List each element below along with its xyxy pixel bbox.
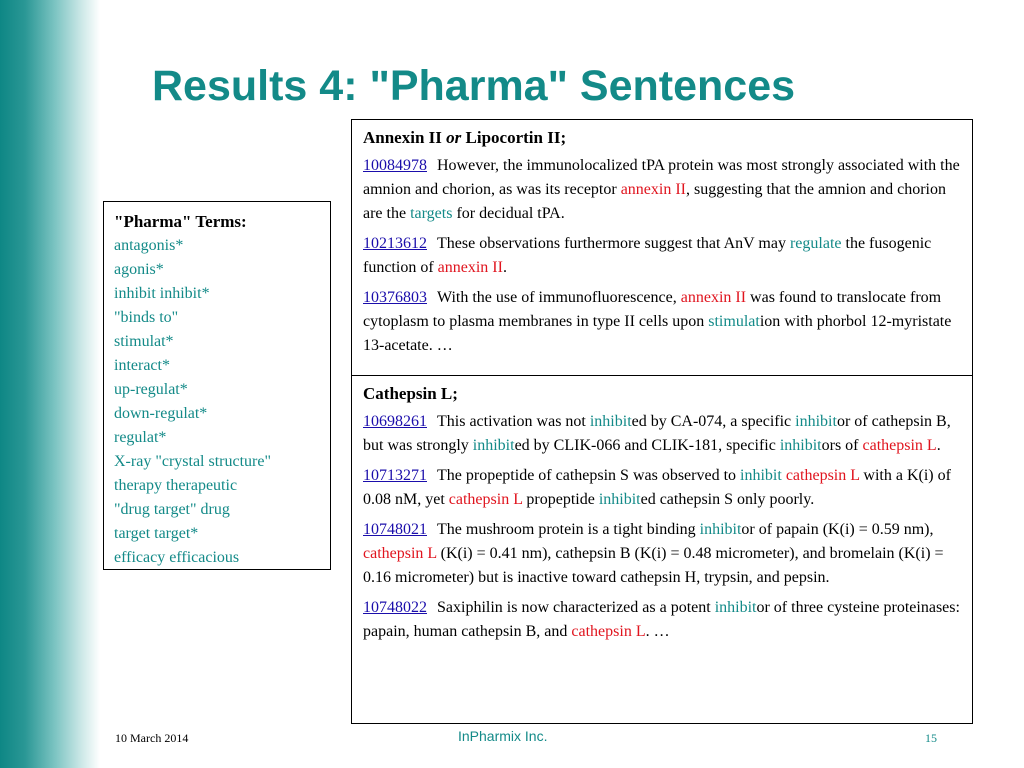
footer-company: InPharmix Inc.: [458, 728, 548, 744]
keyword-highlight: stimulat: [708, 313, 760, 330]
sentence-text: or of three cysteine proteinases: papain, human cathepsin B, and: [363, 599, 960, 640]
entity-highlight: cathepsin L: [363, 545, 437, 562]
keyword-highlight: inhibit: [714, 599, 757, 616]
term-item: interact*: [114, 357, 170, 374]
term-item: down-regulat*: [114, 405, 208, 422]
pmid-link[interactable]: 10213612: [363, 235, 427, 252]
sentence-text: ed cathepsin S only poorly.: [640, 491, 815, 508]
keyword-highlight: inhibit: [598, 491, 641, 508]
sentence-text: or of papain (K(i) = 0.59 nm),: [741, 521, 934, 538]
sentence-text: Saxiphilin is now characterized as a potent: [437, 599, 715, 616]
term-item: target target*: [114, 525, 199, 542]
pmid-link[interactable]: 10713271: [363, 467, 427, 484]
term-item: up-regulat*: [114, 381, 188, 398]
heading-protein-b: Lipocortin II;: [465, 128, 567, 147]
sentence-text: However, the immunolocalized tPA protein was most strongly associated with the amnion and chorion, as was its receptor: [363, 157, 960, 198]
term-item: agonis*: [114, 261, 164, 278]
slide-title: Results 4: "Pharma" Sentences: [152, 62, 796, 110]
sentence-text: ion with phorbol 12-myristate 13-acetate. …: [363, 313, 952, 354]
sentence-entry: [363, 464, 962, 512]
annexin-heading: [363, 126, 962, 150]
footer-date: 10 March 2014: [115, 731, 189, 745]
entity-highlight: cathepsin L: [448, 491, 523, 508]
pmid-link[interactable]: 10698261: [363, 413, 427, 430]
keyword-highlight: regulate: [789, 235, 842, 252]
sentence-text: ed by CA-074, a specific: [631, 413, 796, 430]
sentence-text: was found to translocate from cytoplasm to plasma membranes in type II cells upon: [363, 289, 942, 330]
side-gradient-bar: [0, 0, 100, 768]
sentence-entry: [363, 596, 962, 644]
keyword-highlight: inhibit: [472, 437, 515, 454]
cathepsin-section: [352, 376, 972, 644]
terms-heading: "Pharma" Terms:: [114, 212, 247, 231]
sentence-entry: [363, 286, 962, 358]
sentences-box: [351, 119, 973, 724]
sentence-text: This activation was not: [437, 413, 590, 430]
heading-or: or: [446, 128, 462, 147]
annexin-section: [352, 120, 972, 376]
keyword-highlight: targets: [410, 205, 453, 222]
sentence-text: ed by CLIK-066 and CLIK-181, specific: [514, 437, 780, 454]
cathepsin-heading: Cathepsin L;: [363, 384, 458, 403]
entity-highlight: cathepsin L: [785, 467, 860, 484]
sentence-text: . …: [645, 623, 670, 640]
entity-highlight: cathepsin L: [862, 437, 937, 454]
sentence-text: ors of: [821, 437, 863, 454]
sentence-text: These observations furthermore suggest that AnV may: [437, 235, 790, 252]
sentence-text: The mushroom protein is a tight binding: [437, 521, 700, 538]
keyword-highlight: inhibit: [589, 413, 632, 430]
pharma-terms-box: [103, 201, 331, 570]
sentence-entry: [363, 154, 962, 226]
entity-highlight: cathepsin L: [571, 623, 646, 640]
keyword-highlight: inhibit: [795, 413, 837, 430]
term-item: "binds to": [114, 309, 179, 326]
term-item: antagonis*: [114, 237, 184, 254]
sentence-text: With the use of immunofluorescence,: [437, 289, 681, 306]
sentence-entry: [363, 232, 962, 280]
sentence-text: .: [502, 259, 507, 276]
sentence-text: .: [936, 437, 941, 454]
term-item: regulat*: [114, 429, 167, 446]
sentence-text: propeptide: [522, 491, 599, 508]
term-item: "drug target" drug: [114, 501, 230, 518]
keyword-highlight: inhibit: [699, 521, 742, 538]
entity-highlight: annexin II: [620, 181, 687, 198]
pmid-link[interactable]: 10376803: [363, 289, 427, 306]
term-item: therapy therapeutic: [114, 477, 238, 494]
term-item: stimulat*: [114, 333, 174, 350]
sentence-entry: [363, 410, 962, 458]
sentence-text: the fusogenic function of: [363, 235, 932, 276]
sentence-text: (K(i) = 0.41 nm), cathepsin B (K(i) = 0.48 micrometer), and bromelain (K(i) = 0.16 micrometer) but is inactive toward cathepsin H, trypsin, and pepsin.: [363, 545, 944, 586]
sentence-text: for decidual tPA.: [452, 205, 565, 222]
sentence-entry: [363, 518, 962, 590]
term-item: efficacy efficacious: [114, 549, 240, 566]
pmid-link[interactable]: 10084978: [363, 157, 427, 174]
term-item: inhibit inhibit*: [114, 285, 210, 302]
sentence-text: or of cathepsin B, but was strongly: [363, 413, 951, 454]
heading-protein-a: Annexin II: [363, 128, 442, 147]
entity-highlight: annexin II: [680, 289, 747, 306]
entity-highlight: annexin II: [437, 259, 503, 276]
terms-list: [114, 234, 320, 570]
page-number: 15: [925, 731, 937, 745]
pmid-link[interactable]: 10748022: [363, 599, 427, 616]
sentence-text: , suggesting that the amnion and chorion are the: [363, 181, 946, 222]
term-item: X-ray "crystal structure": [114, 453, 271, 470]
keyword-highlight: inhibit: [740, 467, 782, 484]
keyword-highlight: inhibit: [779, 437, 822, 454]
sentence-text: with a K(i) of 0.08 nM, yet: [363, 467, 951, 508]
pmid-link[interactable]: 10748021: [363, 521, 427, 538]
sentence-text: The propeptide of cathepsin S was observed to: [437, 467, 741, 484]
